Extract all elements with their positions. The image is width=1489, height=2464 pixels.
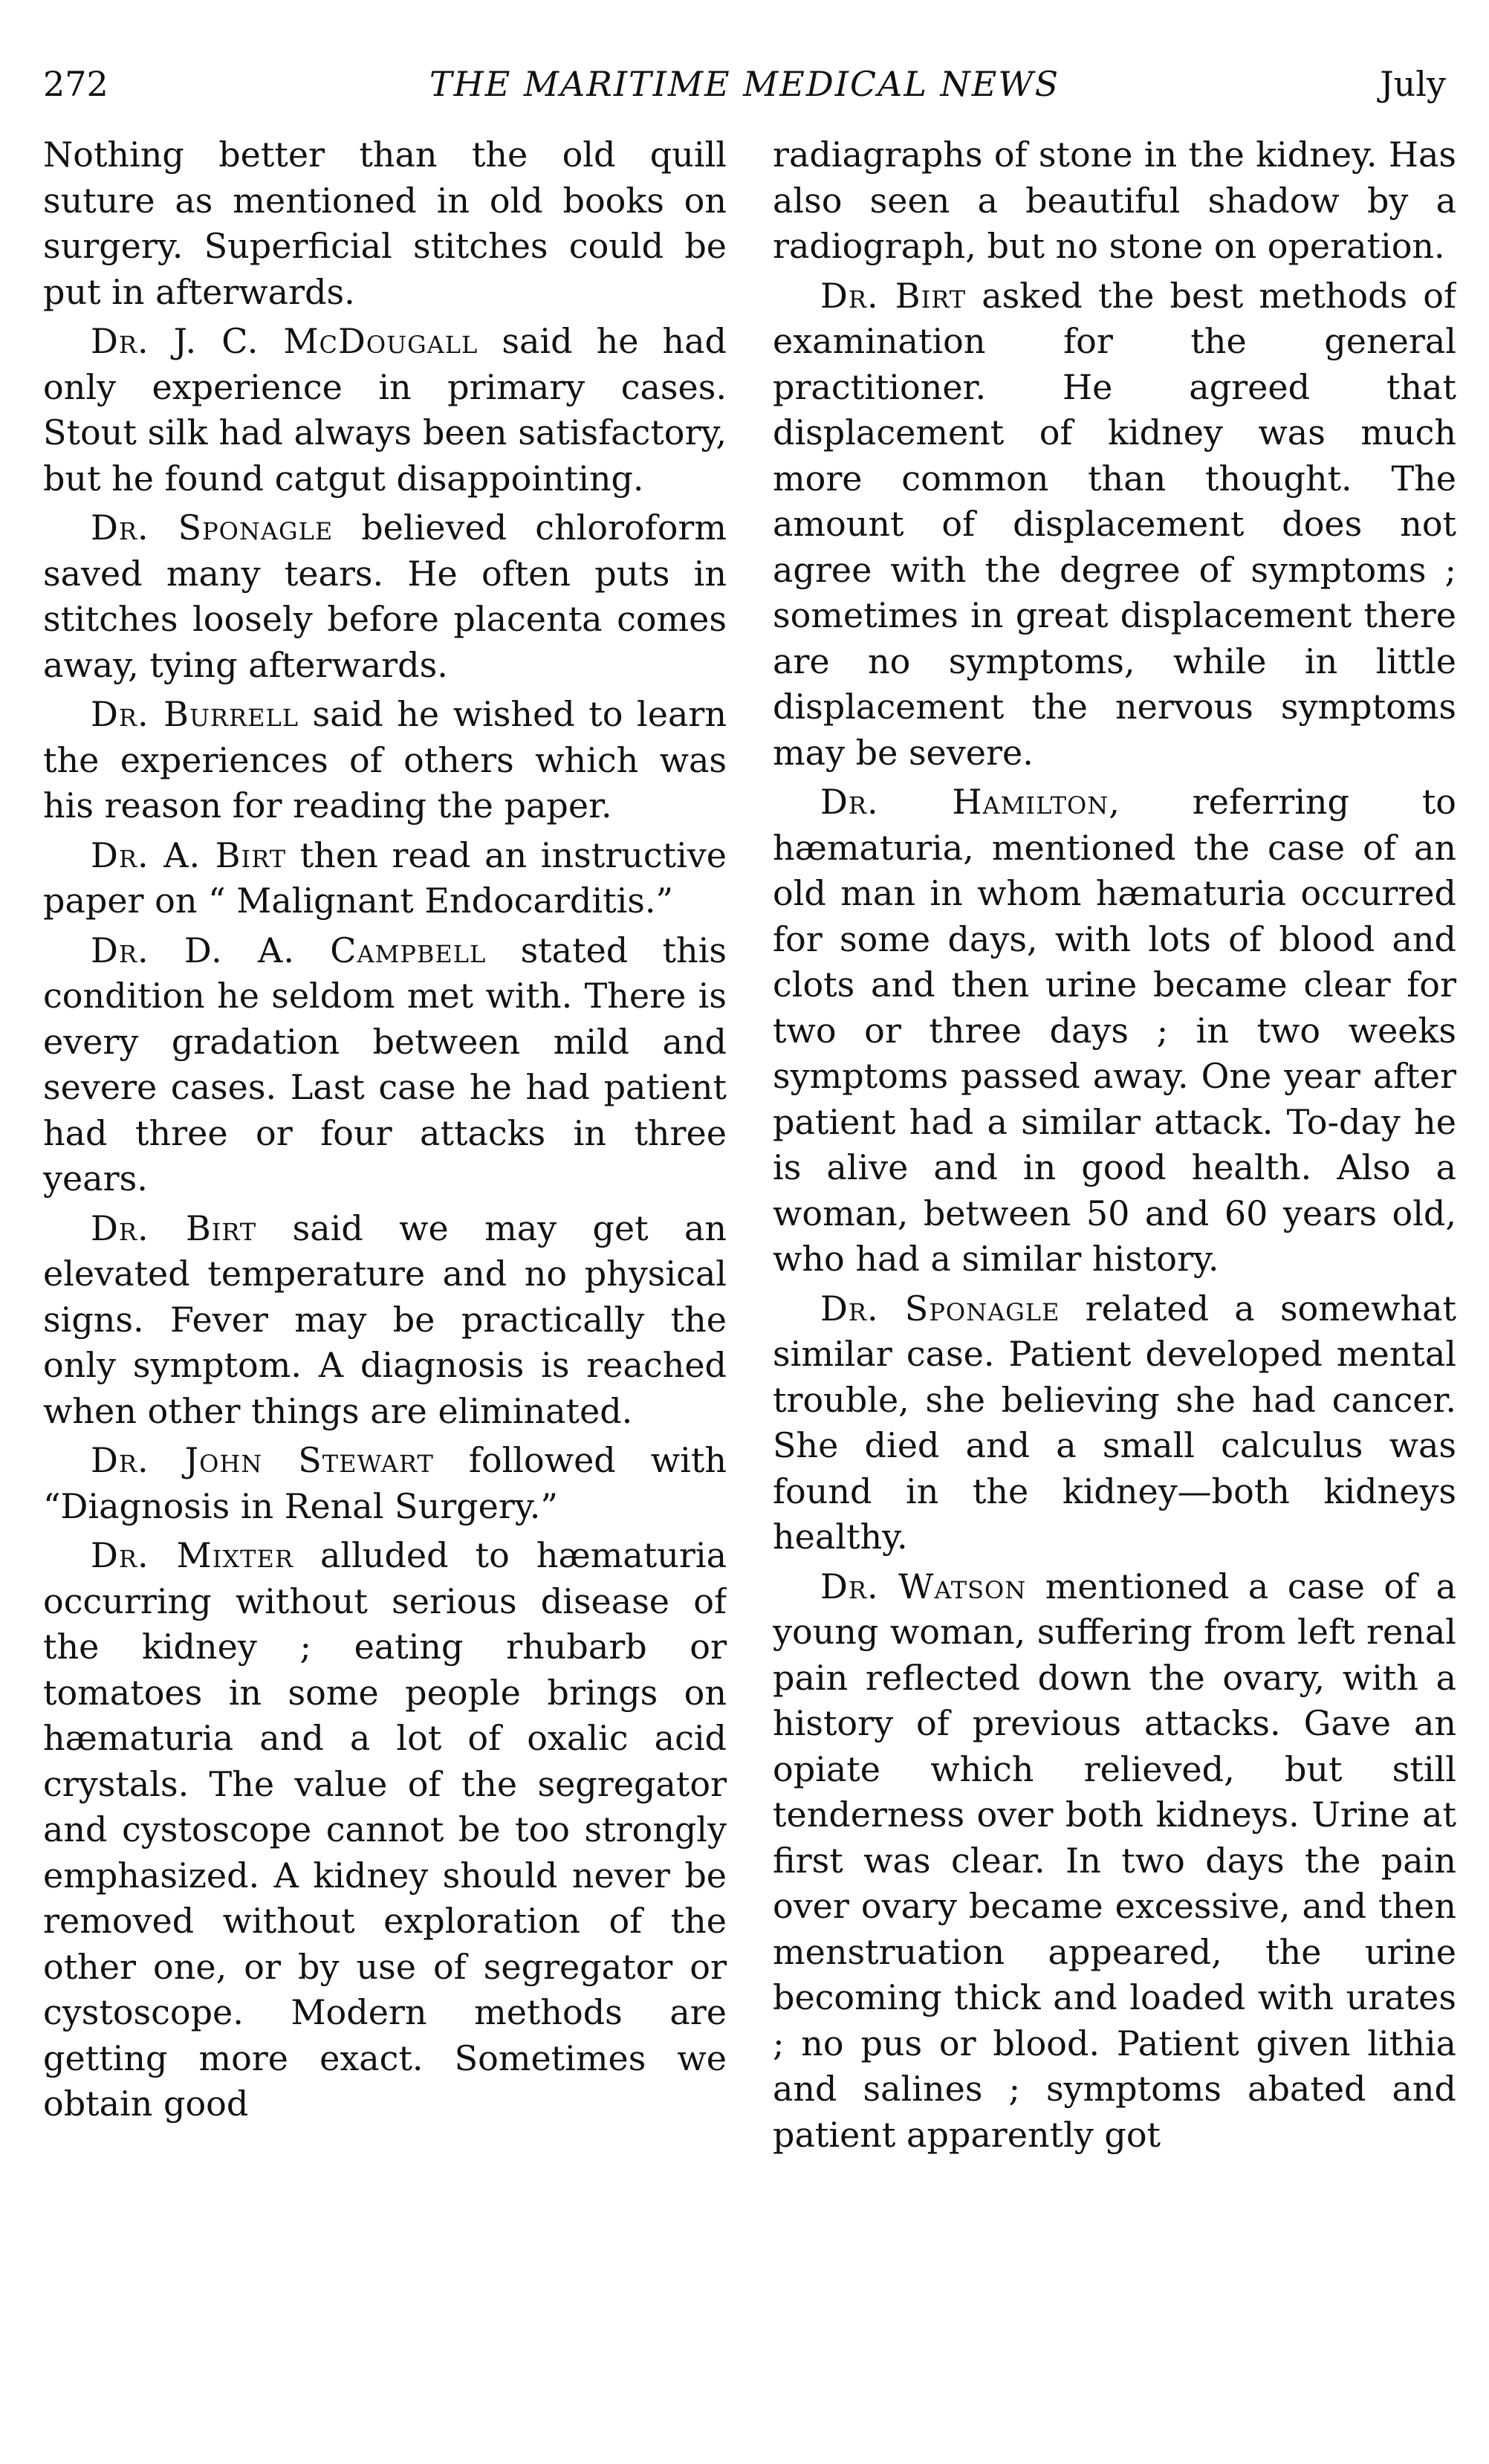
left-paragraph-2 xyxy=(43,319,727,502)
left-paragraph-6 xyxy=(43,928,727,1202)
left-paragraph-3 xyxy=(43,505,727,688)
journal-title: THE MARITIME MEDICAL NEWS xyxy=(429,64,1060,104)
left-column xyxy=(43,132,727,2443)
right-paragraph-5 xyxy=(773,1564,1456,2159)
paragraph-text: Nothing better than the old quill suture as mentioned in old books on surgery. Superficial stitches could be put in afterwards. xyxy=(43,134,727,312)
paragraph-text: said we may get an elevated temperature and no physical signs. Fever may be practically the only symptom. A diagnosis is reached when other things are eliminated. xyxy=(43,1207,727,1431)
page-number: 272 xyxy=(43,64,108,104)
paragraph-text: said he had only experience in primary cases. Stout silk had always been satisfactory, but he found catgut disappointing. xyxy=(43,321,727,499)
speaker-name: Dr. J. C. McDougall xyxy=(91,321,479,361)
paragraph-text: followed with “Diagnosis in Renal Surgery.” xyxy=(43,1440,727,1526)
speaker-name: Dr. John Stewart xyxy=(91,1440,434,1480)
left-paragraph-9 xyxy=(43,1533,727,2127)
right-paragraph-1 xyxy=(773,132,1456,270)
paragraph-text: believed chloroform saved many tears. He often puts in stitches loosely before placenta comes away, tying afterwards. xyxy=(43,508,727,685)
left-paragraph-1 xyxy=(43,132,727,315)
paragraph-text: alluded to hæmaturia occurring without serious disease of the kidney ; eating rhubarb or tomatoes in some people brings on hæmaturia and a lot of oxalic acid crystals. The value of the segregator and cystoscope cannot be too strongly emphasized. A kidney should never be removed without exploration of the other one, or by use of segregator or cystoscope. Modern methods are getting more exact. Sometimes we obtain good xyxy=(43,1535,727,2124)
right-paragraph-2 xyxy=(773,273,1456,777)
speaker-name: Dr. Sponagle xyxy=(820,1288,1060,1329)
issue-month: July xyxy=(1380,64,1446,104)
left-paragraph-7 xyxy=(43,1206,727,1435)
right-paragraph-4 xyxy=(773,1286,1456,1560)
right-paragraph-3 xyxy=(773,779,1456,1283)
left-paragraph-5 xyxy=(43,833,727,924)
speaker-name: Dr. Hamilton xyxy=(820,782,1109,822)
speaker-name: Dr. Watson xyxy=(820,1566,1027,1607)
speaker-name: Dr. Birt xyxy=(820,275,967,316)
paragraph-text: asked the best methods of examination for the general practitioner. He agreed that displacement of kidney was much more common than thought. The amount of displacement does not agree with the degree of symptoms ; sometimes in great displacement there are no symptoms, while in little displacement the nervous symptoms may be severe. xyxy=(773,275,1456,773)
speaker-name: Dr. Birt xyxy=(91,1207,257,1248)
right-column xyxy=(773,132,1456,2443)
paragraph-text: related a somewhat similar case. Patient developed mental trouble, she believing she had cancer. She died and a small calculus was found in the kidney—both kidneys healthy. xyxy=(773,1288,1456,1557)
paragraph-text: mentioned a case of a young woman, suffering from left renal pain reflected down the ovary, with a history of previous attacks. Gave an opiate which relieved, but still tenderness over both kidneys. Urine at first was clear. In two days the pain over ovary became excessive, and then menstruation appeared, the urine becoming thick and loaded with urates ; no pus or blood. Patient given lithia and salines ; symptoms abated and patient apparently got xyxy=(773,1566,1456,2155)
paragraph-text: radiagraphs of stone in the kidney. Has also seen a beautiful shadow by a radiograph, but no stone on operation. xyxy=(773,134,1456,266)
running-header xyxy=(43,58,1446,110)
speaker-name: Dr. D. A. Campbell xyxy=(91,930,487,970)
paragraph-text: said he wished to learn the experiences of others which was his reason for reading the paper. xyxy=(43,694,727,826)
left-paragraph-4 xyxy=(43,692,727,829)
speaker-name: Dr. Burrell xyxy=(91,694,299,734)
paragraph-text: stated this condition he seldom met with. There is every gradation between mild and severe cases. Last case he had patient had three or four attacks in three years. xyxy=(43,930,727,1199)
speaker-name: Dr. Mixter xyxy=(91,1535,293,1575)
speaker-name: Dr. A. Birt xyxy=(91,834,287,875)
speaker-name: Dr. Sponagle xyxy=(91,508,334,548)
paragraph-text: then read an instructive paper on “ Malignant Endocarditis.” xyxy=(43,834,727,921)
left-paragraph-8 xyxy=(43,1438,727,1529)
paragraph-text: , referring to hæmaturia, mentioned the case of an old man in whom hæmaturia occurred for some days, with lots of blood and clots and then urine became clear for two or three days ; in two weeks symptoms passed away. One year after patient had a similar attack. To-day he is alive and in good health. Also a woman, between 50 and 60 years old, who had a similar history. xyxy=(773,782,1456,1279)
